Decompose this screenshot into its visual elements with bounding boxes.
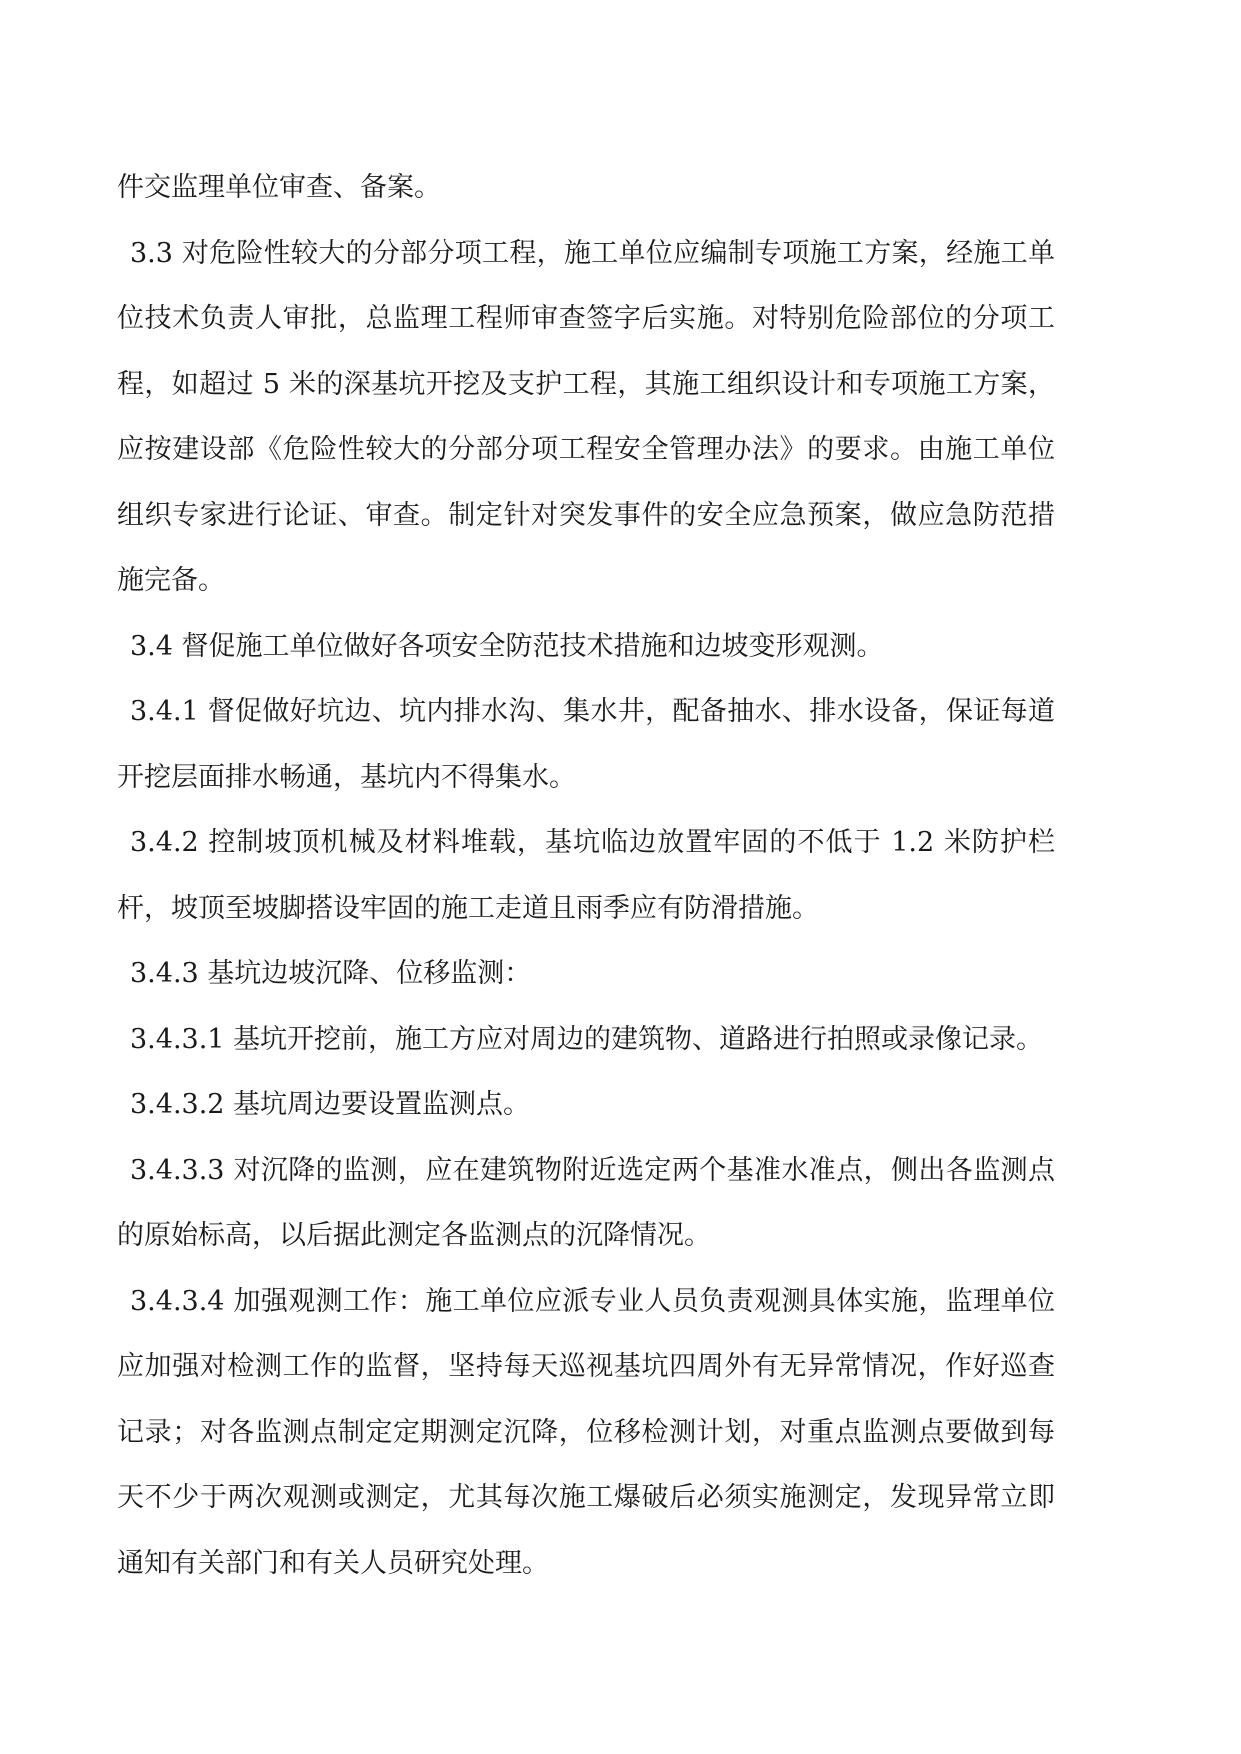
paragraph-3-4: 3.4 督促施工单位做好各项安全防范技术措施和边坡变形观测。	[130, 630, 884, 662]
paragraph-3-3: 3.3 对危险性较大的分部分项工程，施工单位应编制专项施工方案，经施工单位技术负责人审批，总监理工程师审查签字后实施。对特别危险部位的分项工程，如超过 5 米的深基坑开挖及支护工程，其施工组织设计和专项施工方案，应按建设部《危险性较大的分部分项工程安全管理办法》的要求。由施工单位组织专家进行论证、审查。制定针对突发事件的安全应急预案，做应急防范措施完备。	[117, 237, 1055, 596]
paragraph-3-4-3-2: 3.4.3.2 基坑周边要设置监测点。	[130, 1089, 531, 1120]
paragraph-3-4-3-1: 3.4.3.1 基坑开挖前，施工方应对周边的建筑物、道路进行拍照或录像记录。	[130, 1023, 1044, 1055]
paragraph-3-4-3-3: 3.4.3.3 对沉降的监测，应在建筑物附近选定两个基准水准点，侧出各监测点的原始标高，以后据此测定各监测点的沉降情况。	[117, 1154, 1055, 1251]
paragraph-3-4-3-4: 3.4.3.4 加强观测工作：施工单位应派专业人员负责观测具体实施，监理单位应加强对检测工作的监督，坚持每天巡视基坑四周外有无异常情况，作好巡查记录；对各监测点制定定期测定沉降，位移检测计划，对重点监测点要做到每天不少于两次观测或测定，尤其每次施工爆破后必须实施测定，发现异常立即通知有关部门和有关人员研究处理。	[117, 1285, 1055, 1579]
paragraph-3-4-1: 3.4.1 督促做好坑边、坑内排水沟、集水井，配备抽水、排水设备，保证每道开挖层面排水畅通，基坑内不得集水。	[117, 696, 1055, 793]
paragraph-continuation: 件交监理单位审查、备案。	[117, 172, 441, 203]
paragraph-3-4-2: 3.4.2 控制坡顶机械及材料堆载，基坑临边放置牢固的不低于 1.2 米防护栏杆，坡顶至坡脚搭设牢固的施工走道且雨季应有防滑措施。	[117, 827, 1055, 924]
paragraph-3-4-3: 3.4.3 基坑边坡沉降、位移监测：	[130, 958, 532, 989]
document-body	[117, 155, 1055, 1596]
